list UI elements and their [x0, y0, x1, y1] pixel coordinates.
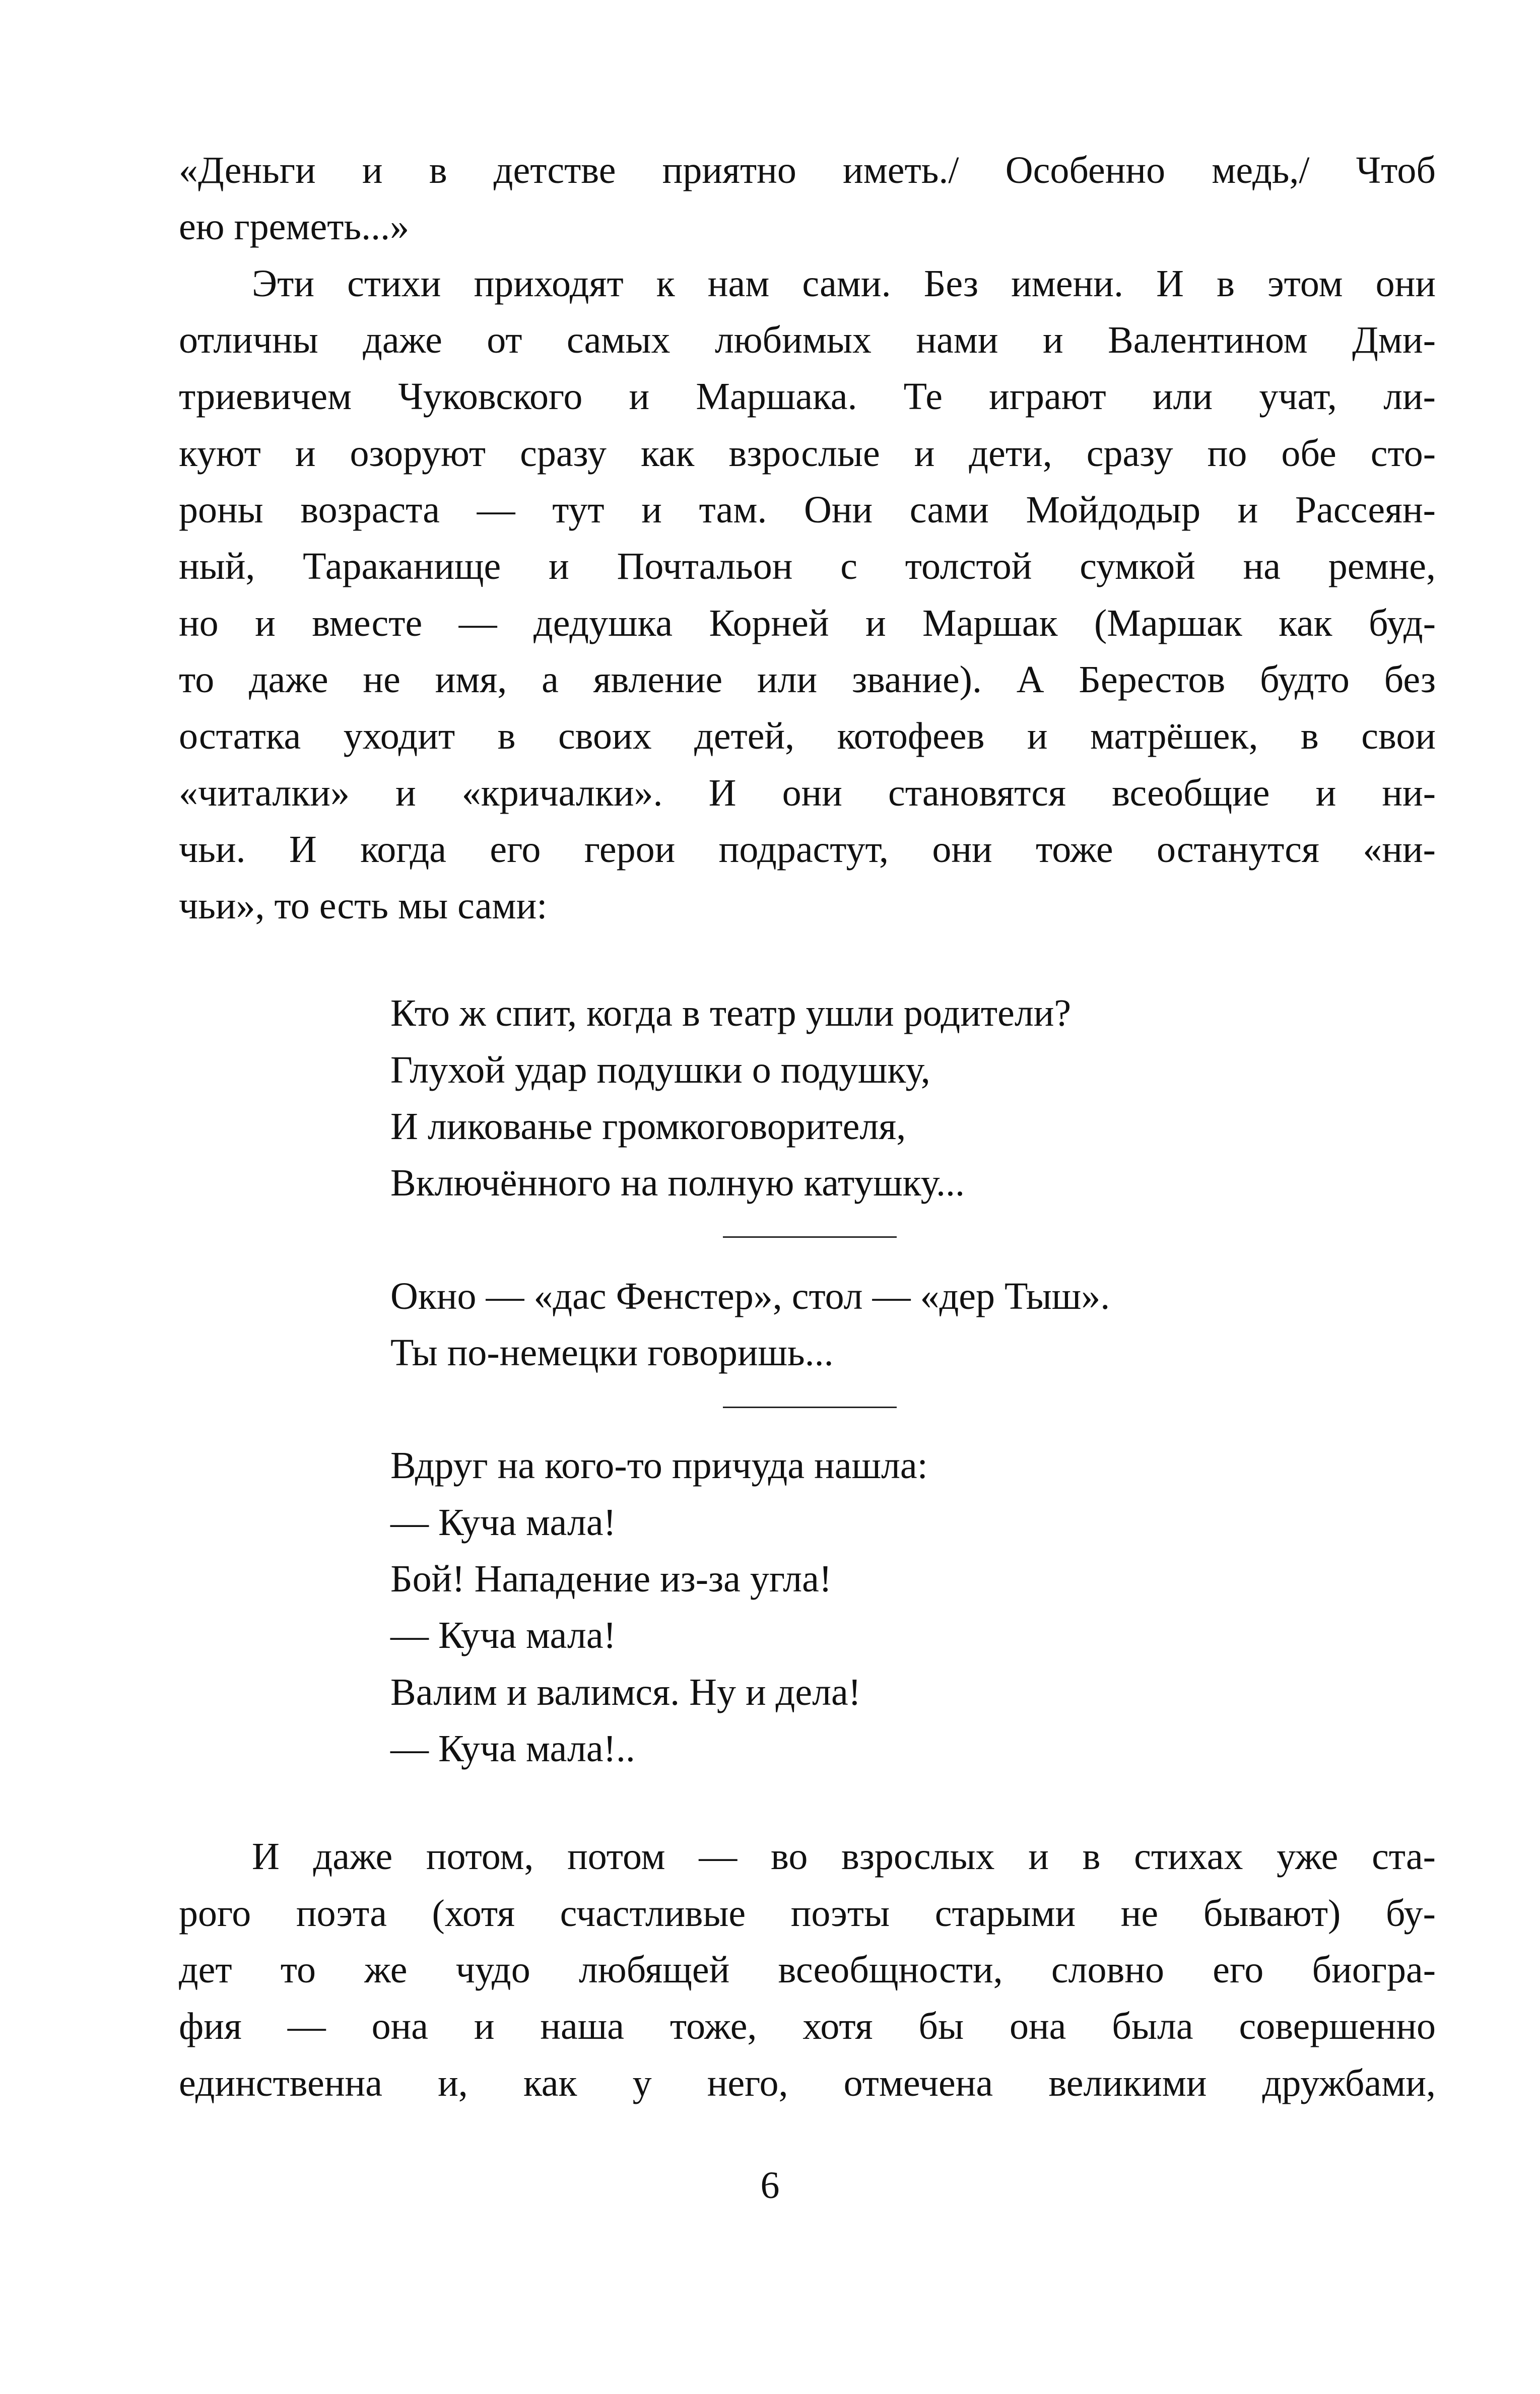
verse-line: Бой! Нападение из-за угла!: [390, 1558, 832, 1600]
verse-line: — Куча мала!..: [390, 1727, 635, 1770]
verse-line: Окно — «дас Фенстер», стол — «дер Тыш».: [390, 1275, 1110, 1317]
verse-line: Включённого на полную катушку...: [390, 1162, 965, 1204]
text-line: роны возраста — тут и там. Они сами Мойдодыр и Рассеян-: [179, 489, 1436, 531]
text-line: единственна и, как у него, отмечена великими дружбами,: [179, 2062, 1436, 2104]
verse-line: Валим и валимся. Ну и дела!: [390, 1671, 861, 1713]
text-line: чьи. И когда его герои подрастут, они тоже останутся «ни-: [179, 828, 1436, 871]
verse-line: Вдруг на кого-то причуда нашла:: [390, 1444, 928, 1487]
text-line: дет то же чудо любящей всеобщности, словно его биогра-: [179, 1949, 1436, 1991]
verse-line: И ликованье громкоговорителя,: [390, 1105, 906, 1148]
verse-separator: [723, 1236, 897, 1238]
verse-line: Кто ж спит, когда в театр ушли родители?: [390, 992, 1072, 1034]
text-line: то даже не имя, а явление или звание). А Берестов будто без: [179, 658, 1436, 701]
verse-line: Ты по-немецки говоришь...: [390, 1332, 834, 1374]
text-line: остатка уходит в своих детей, котофеев и матрёшек, в свои: [179, 715, 1436, 757]
text-line: фия — она и наша тоже, хотя бы она была совершенно: [179, 2005, 1436, 2047]
text-line: рого поэта (хотя счастливые поэты старыми не бывают) бу-: [179, 1892, 1436, 1935]
text-line: чьи», то есть мы сами:: [179, 885, 548, 927]
text-line: ный, Тараканище и Почтальон с толстой сумкой на ремне,: [179, 545, 1436, 587]
verse-line: — Куча мала!: [390, 1614, 616, 1656]
paragraph-first-line: И даже потом, потом — во взрослых и в стихах уже ста-: [252, 1835, 1436, 1878]
text-line: но и вместе — дедушка Корней и Маршак (Маршак как буд-: [179, 602, 1436, 644]
paragraph-first-line: Эти стихи приходят к нам сами. Без имени. И в этом они: [252, 262, 1436, 305]
text-line: отличны даже от самых любимых нами и Валентином Дми-: [179, 319, 1436, 361]
text-line: «Деньги и в детстве приятно иметь./ Особенно медь,/ Чтоб: [179, 149, 1436, 191]
verse-separator: [723, 1407, 897, 1408]
verse-line: Глухой удар подушки о подушку,: [390, 1049, 930, 1091]
verse-line: — Куча мала!: [390, 1501, 616, 1544]
text-line: «читалки» и «кричалки». И они становятся всеобщие и ни-: [179, 772, 1436, 814]
text-line: ею греметь...»: [179, 206, 410, 248]
page-number: 6: [760, 2164, 780, 2207]
text-line: триевичем Чуковского и Маршака. Те играют или учат, ли-: [179, 375, 1436, 418]
text-line: куют и озоруют сразу как взрослые и дети, сразу по обе сто-: [179, 432, 1436, 475]
